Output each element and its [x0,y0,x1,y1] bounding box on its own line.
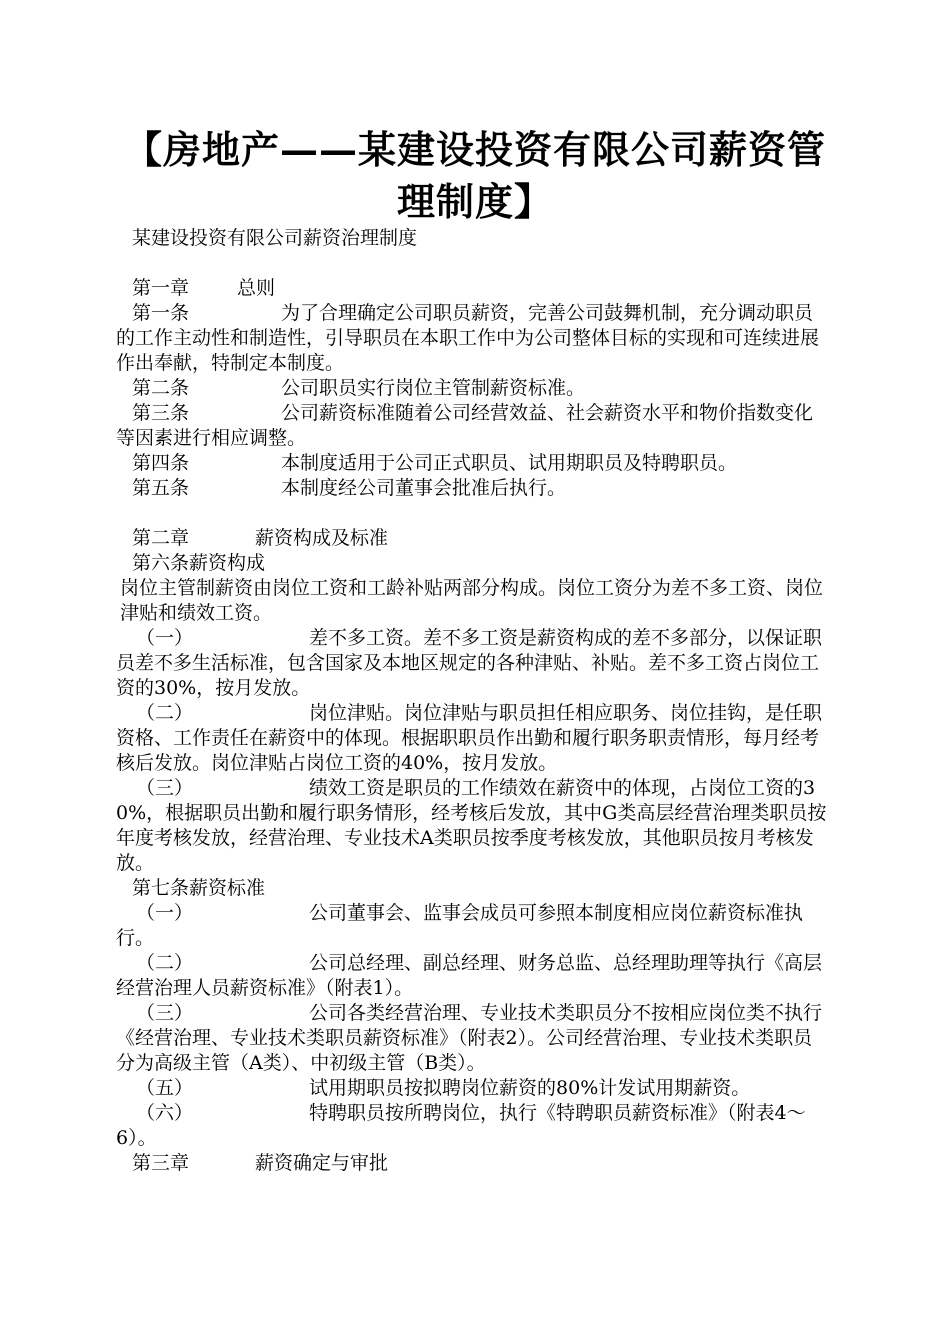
article-text: 本制度适用于公司正式职员、试用期职员及特聘职员。 [281,452,738,474]
document-title: 【房地产——某建设投资有限公司薪资管理制度】 [123,127,826,224]
article-1 [116,301,828,376]
blank-line [116,251,828,276]
blank-line [116,501,828,526]
chapter-1-heading [116,276,828,301]
item-label: （一） [136,902,194,924]
chapter-3-heading [116,1151,828,1176]
chapter-name: 薪资确定与审批 [255,1152,389,1174]
item-label: （六） [136,1102,194,1124]
item-text: 试用期职员按拟聘岗位薪资的80%计发试用期薪资。 [309,1077,751,1099]
item-text: 岗位津贴。岗位津贴与职员担任相应职务、岗位挂钩，是任职资格、工作责任在薪资中的体现。根据职职员作出勤和履行职务职责情形，每月经考核后发放。岗位津贴占岗位工资的40%，按月发放。 [116,702,823,774]
chapter-name: 薪资构成及标准 [255,527,389,549]
article-text: 公司职员实行岗位主管制薪资标准。 [281,377,586,399]
article-6-item-2 [116,701,828,776]
article-4 [116,451,828,476]
article-6-item-3 [116,776,828,876]
article-label: 第五条 [132,477,190,499]
article-6-title: 第六条薪资构成 [132,552,266,574]
item-text: 公司董事会、监事会成员可参照本制度相应岗位薪资标准执行。 [116,902,804,949]
article-text: 公司薪资标准随着公司经营效益、社会薪资水平和物价指数变化等因素进行相应调整。 [116,402,814,449]
chapter-label: 第一章 [132,277,190,299]
subtitle: 某建设投资有限公司薪资治理制度 [132,227,418,249]
chapter-2-heading [116,526,828,551]
chapter-name: 总则 [237,277,276,299]
item-label: （一） [136,627,194,649]
article-label: 第一条 [132,302,190,324]
chapter-label: 第二章 [132,527,190,549]
article-label: 第二条 [132,377,190,399]
item-text: 特聘职员按所聘岗位，执行《特聘职员薪资标准》（附表4～6）。 [116,1102,806,1149]
chapter-label: 第三章 [132,1152,190,1174]
article-7-item-3 [116,1001,828,1076]
item-label: （五） [136,1077,194,1099]
article-text: 为了合理确定公司职员薪资，完善公司鼓舞机制，充分调动职员的工作主动性和制造性，引导职员在本职工作中为公司整体目标的实现和可连续进展作出奉献，特制定本制度。 [116,302,820,374]
article-7-item-6 [116,1101,828,1151]
article-7-item-1 [116,901,828,951]
article-2 [116,376,828,401]
article-7-item-5 [116,1076,828,1101]
article-7-item-2 [116,951,828,1001]
item-label: （二） [136,702,194,724]
item-label: （三） [136,777,194,799]
article-7-title: 第七条薪资标准 [132,877,266,899]
item-text: 公司总经理、副总经理、财务总监、总经理助理等执行《高层经营治理人员薪资标准》（附表1）。 [116,952,823,999]
article-3 [116,401,828,451]
document-body [116,226,828,1176]
article-5 [116,476,828,501]
item-text: 绩效工资是职员的工作绩效在薪资中的体现，占岗位工资的30%，根据职员出勤和履行职务情形，经考核后发放，其中G类高层经营治理类职员按年度考核发放，经营治理、专业技术A类职员按季度考核发放，其他职员按月考核发放。 [116,777,827,874]
article-6-item-1 [116,626,828,701]
article-6-intro: 岗位主管制薪资由岗位工资和工龄补贴两部分构成。岗位工资分为差不多工资、岗位津贴和绩效工资。 [120,577,824,624]
article-label: 第三条 [132,402,190,424]
item-label: （二） [136,952,194,974]
item-text: 差不多工资。差不多工资是薪资构成的差不多部分，以保证职员差不多生活标准，包含国家及本地区规定的各种津贴、补贴。差不多工资占岗位工资的30%，按月发放。 [116,627,823,699]
item-text: 公司各类经营治理、专业技术类职员分不按相应岗位类不执行《经营治理、专业技术类职员薪资标准》（附表2）。公司经营治理、专业技术类职员分为高级主管（A类）、中初级主管（B类）。 [116,1002,823,1074]
item-label: （三） [136,1002,194,1024]
article-text: 本制度经公司董事会批准后执行。 [281,477,567,499]
article-label: 第四条 [132,452,190,474]
